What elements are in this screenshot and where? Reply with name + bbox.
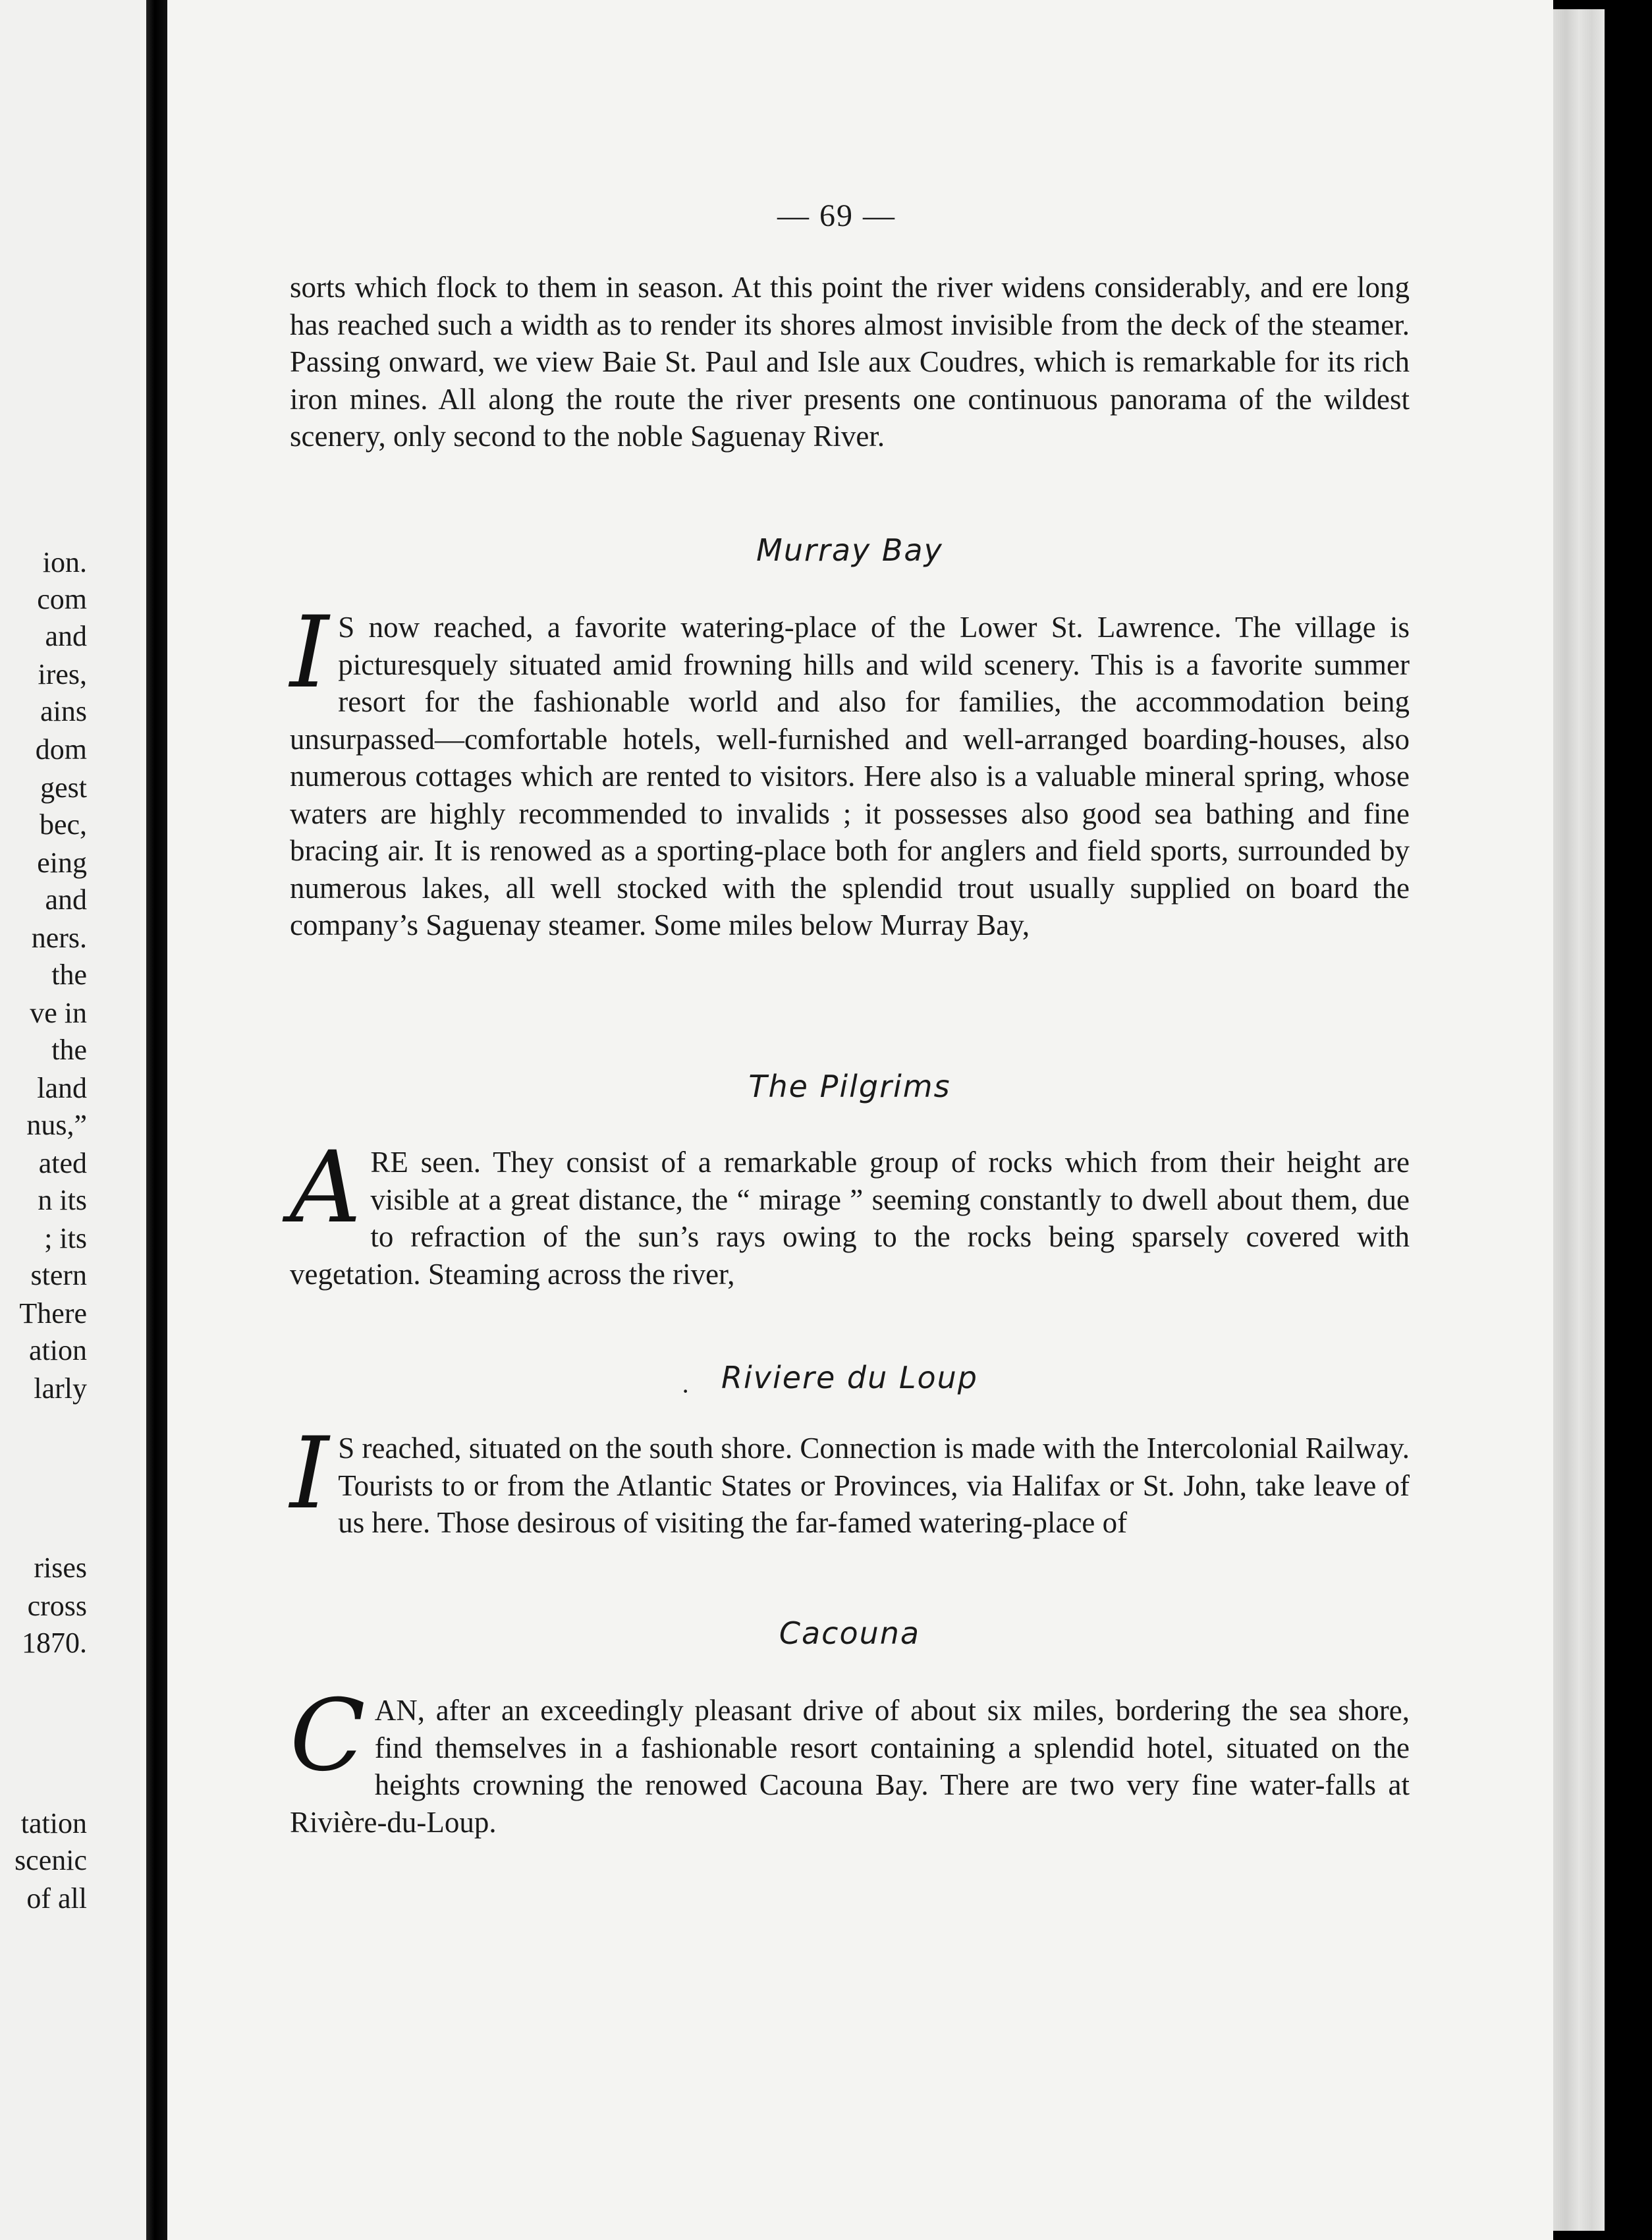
left-page-fragment: land xyxy=(37,1072,87,1104)
drop-cap: C xyxy=(290,1679,366,1793)
drop-cap: I xyxy=(290,596,329,710)
section-heading-pilgrims: The Pilgrims xyxy=(748,1069,951,1104)
paragraph-body: , after an exceedingly pleasant drive of about six miles, bordering the sea shore, find themselves in a fashionable resort containing a splendid hotel, situated on the heights crowning the renowed Cacouna Bay. There are two very fine water-falls at Rivière-du-Loup. xyxy=(290,1694,1410,1839)
left-page-fragment: the xyxy=(51,959,87,991)
section-paragraph-murray-bay xyxy=(290,596,1410,944)
lead-word: S xyxy=(338,611,355,644)
paragraph-body: reached, situated on the south shore. Connection is made with the Intercolonial Railway. Tourists to or from the Atlantic States or Provinces, via Halifax or St. John, take leave of us here. Those desirous of visiting the far-famed watering-place of xyxy=(338,1432,1410,1539)
lead-word: S xyxy=(338,1432,355,1465)
section-paragraph-pilgrims xyxy=(290,1131,1410,1293)
left-page-fragment: the xyxy=(51,1034,87,1066)
left-page-fragment: ion. xyxy=(42,546,87,578)
left-page-fragment: nus,” xyxy=(26,1109,87,1141)
paragraph-body: seen. They consist of a remarkable group of rocks which from their height are visible at a great distance, the “ mirage ” seeming constantly to dwell about them, due to refraction of the sun’s rays owing to the rocks being sparsely covered with vegetation. Steaming across the river, xyxy=(290,1146,1410,1291)
left-page-fragment: rises xyxy=(34,1552,87,1584)
paragraph xyxy=(290,1416,1410,1542)
page-number: — 69 — xyxy=(777,198,896,233)
section-heading-cacouna: Cacouna xyxy=(779,1615,921,1651)
left-page-fragment: dom xyxy=(35,733,87,766)
lead-word: AN xyxy=(374,1694,418,1727)
paragraph-body: now reached, a favorite watering-place of the Lower St. Lawrence. The village is picturesquely situated amid frowning hills and wild scenery. This is a favorite summer resort for the fashionable world and also for families, the accommodation being unsurpassed—comfortable hotels, well-furnished and well-arranged boarding-houses, also numerous cottages which are rented to visitors. Here also is a valuable mineral spring, whose waters are highly recommended to invalids ; it possesses also good sea bathing and fine bracing air. It is renowed as a sporting-place both for anglers and field sports, surrounded by numerous lakes, all well stocked with the splendid trout usually supplied on board the company’s Saguenay steamer. Some miles below Murray Bay, xyxy=(290,611,1410,941)
left-page-fragment: ; its xyxy=(44,1222,87,1254)
left-page-fragment: ners. xyxy=(31,922,87,954)
left-page-fragment: of all xyxy=(26,1882,87,1915)
left-page-fragment: stern xyxy=(30,1259,87,1291)
left-page-fragment: larly xyxy=(34,1372,87,1405)
left-page-fragment: ated xyxy=(38,1147,87,1179)
left-page-fragment: ires, xyxy=(38,658,87,690)
left-page-fragment: ve in xyxy=(30,997,87,1029)
left-page-margin xyxy=(0,0,146,2240)
section-heading-murray-bay: Murray Bay xyxy=(756,532,943,568)
section-paragraph-cacouna xyxy=(290,1679,1410,1841)
section-heading-riviere-du-loup: Riviere du Loup xyxy=(721,1360,978,1395)
drop-cap: A xyxy=(290,1131,362,1245)
left-page-fragment: n its xyxy=(38,1184,87,1216)
section-paragraph-riviere-du-loup xyxy=(290,1416,1410,1542)
intro-text: sorts which flock to them in season. At this point the river widens considerably, and ere long has reached such a width as to render its shores almost invisible from the deck of the steamer. Passing onward, we view Baie St. Paul and Isle aux Coudres, which is remarkable for its rich iron mines. All along the route the river presents one continuous panorama of the wildest scenery, only second to the noble Saguenay River. xyxy=(290,271,1410,453)
left-page-fragment: eing xyxy=(37,847,87,879)
left-page-fragment: com xyxy=(37,583,87,615)
left-page-fragment: and xyxy=(45,883,87,916)
left-page-fragment: ation xyxy=(29,1334,87,1366)
left-page-fragment: and xyxy=(45,620,87,652)
lead-word: RE xyxy=(370,1146,408,1179)
left-page-fragment: cross xyxy=(27,1590,87,1622)
book-gutter xyxy=(146,0,167,2240)
left-page-fragment: There xyxy=(19,1297,87,1330)
bullet-mark: · xyxy=(681,1376,690,1406)
left-page-fragment: gest xyxy=(40,771,87,804)
page-edge xyxy=(1553,9,1605,2231)
paragraph xyxy=(290,1131,1410,1293)
intro-paragraph xyxy=(290,269,1410,455)
left-page-fragment: tation xyxy=(20,1807,87,1839)
left-page-fragment: ains xyxy=(40,695,87,727)
left-page-fragment: 1870. xyxy=(22,1627,87,1659)
left-page-fragment: bec, xyxy=(39,808,87,841)
drop-cap: I xyxy=(290,1416,329,1531)
paragraph xyxy=(290,1679,1410,1841)
paragraph xyxy=(290,596,1410,944)
left-page-fragment: scenic xyxy=(14,1844,87,1876)
